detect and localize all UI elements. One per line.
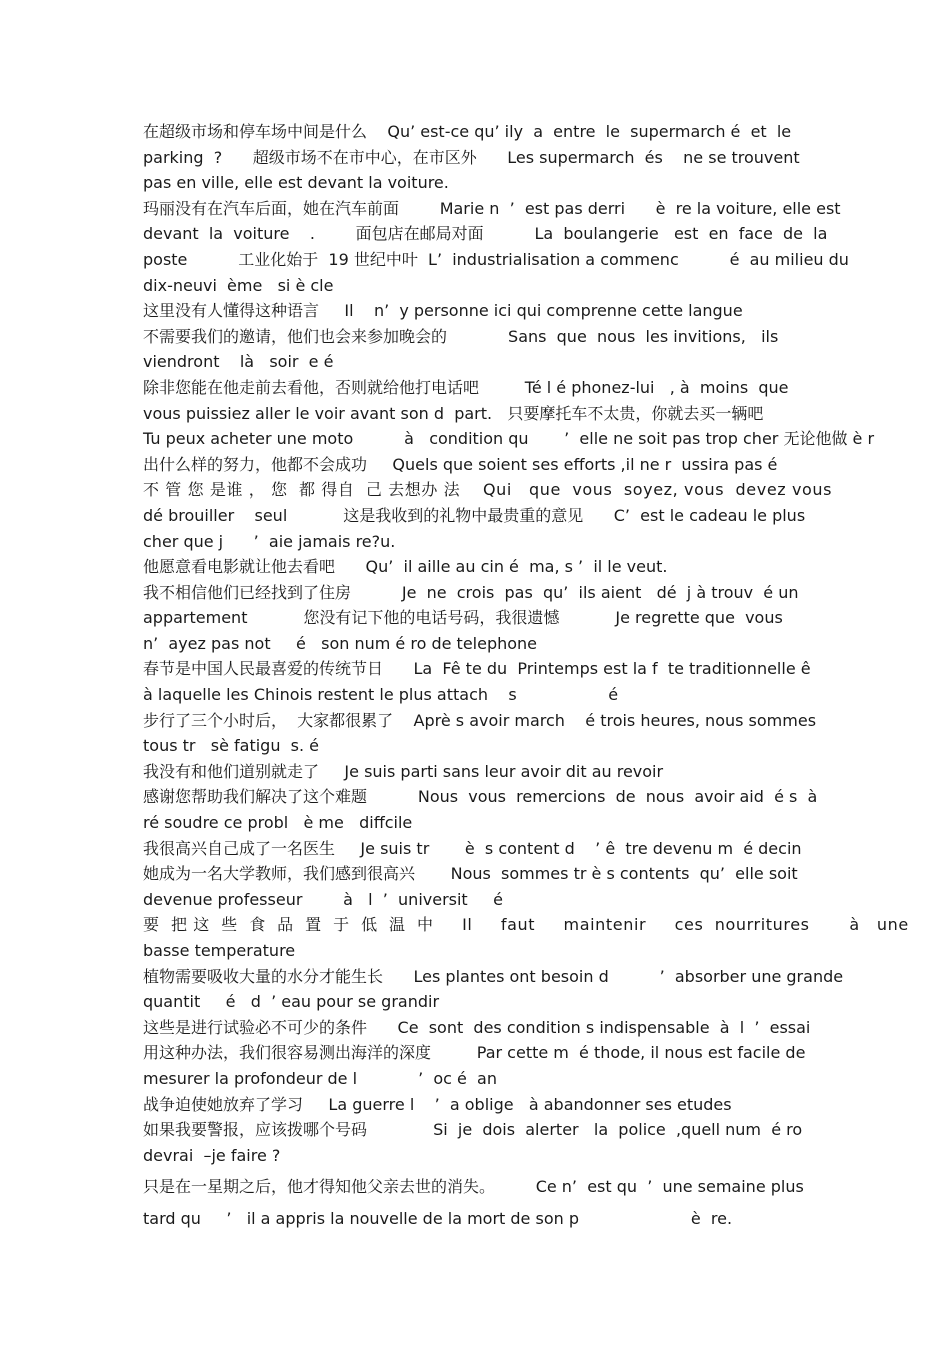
- text-line: 这些是进行试验必不可少的条件 Ce sont des condition s indispensable à l ’ essai: [143, 1017, 811, 1037]
- text-line: viendront là soir e é: [143, 352, 334, 372]
- text-line: 只是在一星期之后，他才得知他父亲去世的消失。 Ce n’ est qu ’ une semaine plus: [143, 1177, 804, 1197]
- text-line: quantit é d ’ eau pour se grandir: [143, 992, 440, 1012]
- text-line: appartement 您没有记下他的电话号码，我很遗憾 Je regrette que vous: [143, 608, 783, 628]
- text-line: 战争迫使她放弃了学习 La guerre l ’ a oblige à abandonner ses etudes: [143, 1094, 732, 1114]
- text-line: 出什么样的努力，他都不会成功 Quels que soient ses efforts ,il ne r ussira pas é: [143, 454, 778, 474]
- text-line: Tu peux acheter une moto à condition qu ’ elle ne soit pas trop cher 无论他做 è r: [143, 429, 875, 449]
- text-line: dé brouiller seul 这是我收到的礼物中最贵重的意见 C’ est le cadeau le plus: [143, 505, 806, 525]
- text-line: 这里没有人懂得这种语言 Il n’ y personne ici qui comprenne cette langue: [143, 301, 743, 321]
- text-line: 步行了三个小时后， 大家都很累了 Aprè s avoir march é trois heures, nous sommes: [143, 710, 817, 730]
- text-line: 玛丽没有在汽车后面，她在汽车前面 Marie n ’ est pas derri è re la voiture, elle est: [143, 198, 841, 218]
- text-line: tous tr sè fatigu s. é: [143, 736, 319, 756]
- text-line: parking ? 超级市场不在市中心，在市区外 Les supermarch és ne se trouvent: [143, 147, 800, 167]
- text-line: 如果我要警报，应该拨哪个号码 Si je dois alerter la police ,quell num é ro: [143, 1120, 803, 1140]
- text-line: 我没有和他们道别就走了 Je suis parti sans leur avoir dit au revoir: [143, 761, 664, 781]
- text-line: 用这种办法，我们很容易测出海洋的深度 Par cette m é thode, il nous est facile de: [143, 1043, 806, 1063]
- text-line: mesurer la profondeur de l ’ oc é an: [143, 1068, 497, 1088]
- text-line: 要 把 这 些 食 品 置 于 低 温 中 Il faut maintenir ces nourritures à une: [143, 915, 909, 935]
- text-line: 春节是中国人民最喜爱的传统节日 La Fê te du Printemps est la f te traditionnelle ê: [143, 659, 811, 679]
- text-line: dix-neuvi ème si è cle: [143, 275, 334, 295]
- text-line: pas en ville, elle est devant la voiture.: [143, 173, 449, 193]
- text-line: basse temperature: [143, 941, 296, 960]
- text-line: 植物需要吸收大量的水分才能生长 Les plantes ont besoin d ’ absorber une grande: [143, 966, 844, 986]
- text-line: 不需要我们的邀请，他们也会来参加晚会的 Sans que nous les invitions, ils: [143, 326, 779, 346]
- text-line: 除非您能在他走前去看他，否则就给他打电话吧 Té l é phonez-lui , à moins que: [143, 377, 789, 397]
- text-line: cher que j ’ aie jamais re?u.: [143, 531, 396, 551]
- text-line: poste 工业化始于 19 世纪中叶 L’ industrialisation a commenc é au milieu du: [143, 249, 849, 269]
- text-line: ré soudre ce probl è me diffcile: [143, 813, 413, 833]
- text-line: vous puissiez aller le voir avant son d part. 只要摩托车不太贵，你就去买一辆吧: [143, 403, 764, 423]
- text-line: devenue professeur à l ’ universit é: [143, 889, 503, 909]
- text-line: 感谢您帮助我们解决了这个难题 Nous vous remercions de nous avoir aid é s à: [143, 787, 818, 807]
- text-line: 我不相信他们已经找到了住房 Je ne crois pas qu’ ils aient dé j à trouv é un: [143, 582, 799, 602]
- document-body: [143, 119, 909, 1232]
- text-line: 他愿意看电影就让他去看吧 Qu’ il aille au cin é ma, s ’ il le veut.: [143, 557, 668, 577]
- text-line: devrai –je faire ?: [143, 1145, 281, 1165]
- text-line: 她成为一名大学教师，我们感到很高兴 Nous sommes tr è s contents qu’ elle soit: [143, 864, 798, 884]
- text-line: 不 管 您 是谁 ， 您 都 得自 己 去想办 法 Qui que vous soyez, vous devez vous: [143, 480, 833, 500]
- text-line: n’ ayez pas not é son num é ro de telephone: [143, 633, 538, 653]
- text-line: à laquelle les Chinois restent le plus attach s é: [143, 685, 619, 705]
- text-line: 我很高兴自己成了一名医生 Je suis tr è s content d ’ ê tre devenu m é decin: [143, 838, 802, 858]
- text-line: devant la voiture . 面包店在邮局对面 La boulangerie est en face de la: [143, 224, 828, 244]
- text-line: 在超级市场和停车场中间是什么 Qu’ est-ce qu’ ily a entre le supermarch é et le: [143, 122, 792, 141]
- text-line: tard qu ’ il a appris la nouvelle de la mort de son p è re.: [143, 1208, 733, 1228]
